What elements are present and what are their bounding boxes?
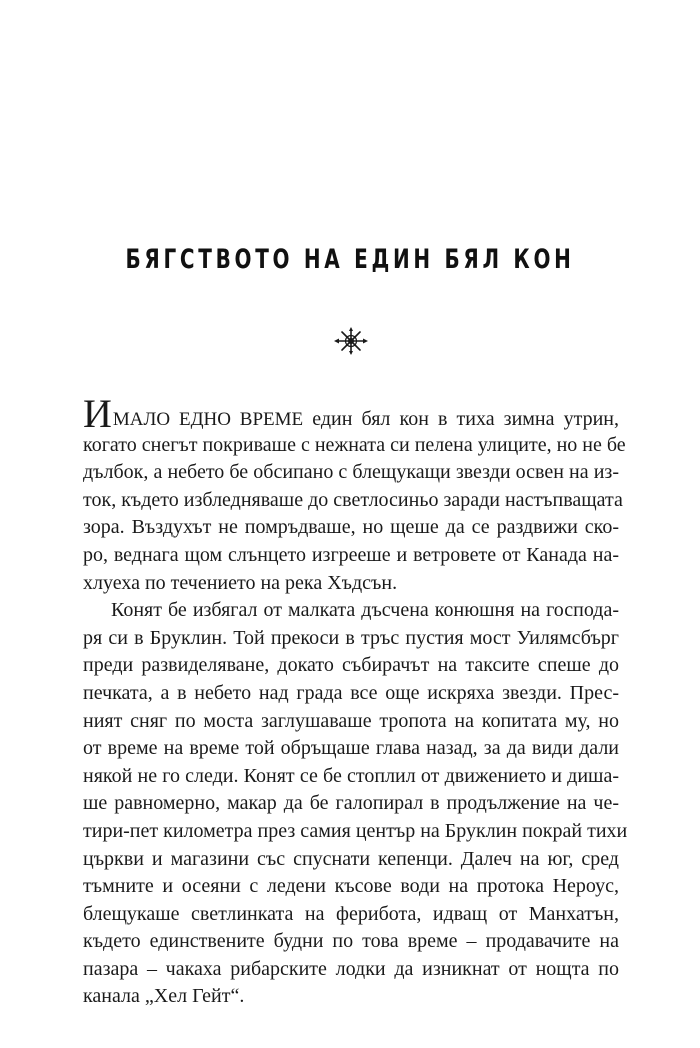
text-line: някой не го следи. Конят се бе стоплил от движението и диша- (83, 764, 619, 787)
text-line: печката, а в небето над града все още искряха звезди. Прес- (83, 681, 619, 704)
text-line: хлуеха по течението на река Хъдсън. (83, 571, 398, 594)
text-line: ря си в Бруклин. Той прекоси в тръс пустия мост Уилямсбърг (83, 626, 619, 649)
text-line: зора. Въздухът не помръдваше, но щеше да се раздвижи ско- (83, 516, 619, 539)
paragraph-1-line-1 (83, 391, 619, 436)
text-line: от време на време той обръщаше глава назад, за да види дали (83, 737, 619, 760)
text-line: канала „Хел Гейт“. (83, 985, 245, 1008)
text-line: тъмните и осеяни с ледени късове води на протока Нероус, (83, 875, 619, 898)
chapter-title: БЯГСТВОТО НА ЕДИН БЯЛ КОН (125, 244, 575, 275)
body-text (83, 391, 628, 1011)
text-line: църкви и магазини със спуснати кепенци. Далеч на юг, сред (83, 847, 619, 870)
text-line: ше равномерно, макар да бе галопирал в продължение на че- (83, 792, 619, 815)
text-line: преди развиделяване, докато събирачът на таксите спеше до (83, 654, 619, 677)
text-line: ро, веднага щом слънцето изгрееше и ветровете от Канада на- (83, 543, 619, 566)
text-line: дълбок, а небето бе обсипано с блещукащи звезди освен на из- (83, 461, 619, 484)
text-line: тири-пет километра през самия център на Бруклин покрай тихи (83, 819, 628, 842)
line-1-rest: един бял кон в тиха зимна утрин, (303, 408, 619, 430)
text-line: пазара – чакаха рибарските лодки да изникнат от нощта по (83, 957, 619, 980)
paragraph-1 (83, 391, 626, 597)
text-line: ток, където избледняваше до светлосиньо заради настъпващата (83, 488, 623, 511)
paragraph-2 (83, 597, 628, 1011)
drop-cap: И (83, 391, 112, 436)
star-ornament-icon (333, 326, 369, 356)
text-line: където единствените будни по това време – продавачите на (83, 930, 619, 953)
text-line: когато снегът покриваше с нежната си пелена улиците, но не бе (83, 433, 626, 456)
opening-caps: МАЛО ЕДНО ВРЕМЕ (112, 409, 304, 430)
text-line: Конят бе избягал от малката дъсчена конюшня на господа- (111, 599, 619, 622)
text-line: ният сняг по моста заглушаваше тропота на копитата му, но (83, 709, 619, 732)
text-line: блещукаше светлинката на ферибота, идващ от Манхатън, (83, 902, 619, 925)
